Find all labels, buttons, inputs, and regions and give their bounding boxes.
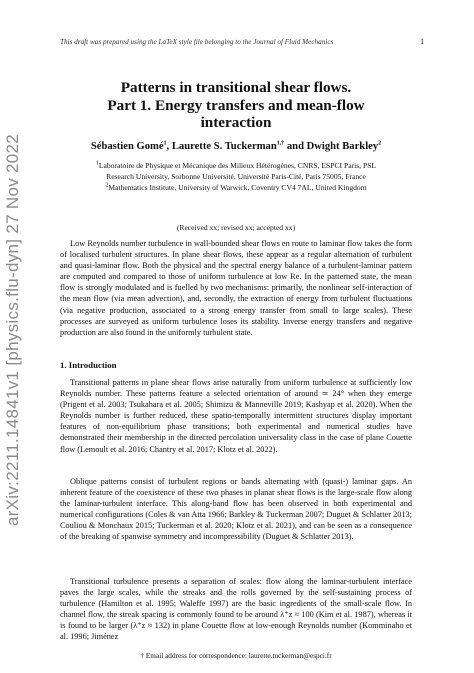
title-line-1: Patterns in transitional shear flows. [120,79,352,96]
affiliation-text: Research University, Sorbonne Université, Université Paris-Cité, Paris 75005, France [106,171,366,181]
title-line-3: interaction [200,114,272,131]
paper-title [60,79,412,132]
affiliation-superscript: 2 [105,182,109,189]
affiliation-superscript: 1 [95,160,99,167]
author-superscript: 1 [163,140,167,147]
abstract: Low Reynolds number turbulence in wall-bounded shear flows en route to laminar flow takes the form of localised turbulent structures. In plane shear flows, these appear as a regular alternation of turbulent and quasi-laminar flow. Both the physical and the spectral energy balance of a turbulent-laminar pattern are computed and compared to those of uniform turbulence at low Re. In the patterned state, the mean flow is strongly modulated and is fuelled by two mechanisms: primarily, the nonlinear self-interaction of the mean flow (via mean advection), and, secondly, the extraction of energy from turbulent fluctuations (via negative production, associated to a strong energy transfer from small to large scales). These processes are surveyed as uniform turbulence loses its stability. Inverse energy transfers and negative production are also found in the uniformly turbulent state. [60,239,412,337]
author-name: Dwight Barkley [306,141,379,152]
title-line-2: Part 1. Energy transfers and mean-flow [107,96,365,114]
intro-paragraph-2: Oblique patterns consist of turbulent regions or bands alternating with (quasi-) laminar gaps. An inherent feature of the coexistence of these two phases in planar shear flows is the large-scale flow along the laminar-turbulent interface. This along-band flow has been observed in both experimental and numerical configurations (Coles & van Atta 1966; Barkley & Tuckerman 2007; Duguet & Schlatter 2013; Couliou & Monchaux 2015; Tuckerman et al. 2020; Klotz et al. 2021), and can be seen as a consequence of the breaking of spanwise symmetry and incompressibility (Duguet & Schlatter 2013). [60,477,412,542]
received-dates: (Received xx; revised xx; accepted xx) [176,223,296,232]
affiliation-text: Mathematics Institute, University of Warwick, Coventry CV4 7AL, United Kingdom [108,183,367,192]
section-heading: 1. Introduction [60,360,117,370]
correspondence-footnote: † Email address for correspondence: laurette.tuckerman@espci.fr [140,651,332,660]
header-draft-note: This draft was prepared using the LaTeX style file belonging to the Journal of Fluid Mechanics [60,38,334,46]
affiliation-1 [60,161,412,182]
author-list: Sébastien Gomé$^1$, Laurette S. Tuckerman$^{1,\dagger}$ and Dwight Barkley$^2$ [90,140,382,152]
intro-paragraph-1: Transitional patterns in plane shear flows arise naturally from uniform turbulence at sufficiently low Reynolds number. These patterns feature a selected orientation of around ≃ 24° when they emerge (Prigent et al. 2003; Tsukahara et al. 2005; Shimizu & Manneville 2019; Kashyap et al. 2020). When the Reynolds number is further reduced, these spatio-temporally intermittent structures display important features of non-equilibrium phase transitions; both experimental and numerical studies have demonstrated their membership in the directed percolation universality class in the case of plane Couette flow (Lemoult et al. 2016; Chantry et al. 2017; Klotz et al. 2022). [60,378,412,454]
author-superscript: 1,† [276,140,285,147]
affiliation-2 [60,183,412,194]
arxiv-identifier: arXiv:2211.14841v1 [physics.flu-dyn] 27 Nov 2022 [3,133,22,527]
author-name: Laurette S. Tuckerman [171,141,277,152]
affiliation-text: Laboratoire de Physique et Mécanique des Milieux Hétérogènes, CNRS, ESPCI Paris, PSL [98,161,377,170]
intro-paragraph-3: Transitional turbulence presents a separation of scales: flow along the laminar-turbulent interface paves the large scales, while the streaks and the rolls governed by the self-sustaining process of turbulence (Hamilton et al. 1995; Waleffe 1997) are the basic ingredients of the small-scale flow. In channel flow, the streak spacing is commonly found to be around λ⁺z ≈ 100 (Kim et al. 1987), whereas it is found to be larger (λ⁺z ≈ 132) in plane Couette flow at low-enough Reynolds number (Komminaho et al. 1996; Jiménez [60,577,412,642]
author-superscript: 2 [378,140,382,147]
author-name: Sébastien Gomé [90,141,164,152]
author-conjunction: and [286,141,304,152]
page-number: 1 [420,36,425,46]
arxiv-sidebar [2,90,24,570]
